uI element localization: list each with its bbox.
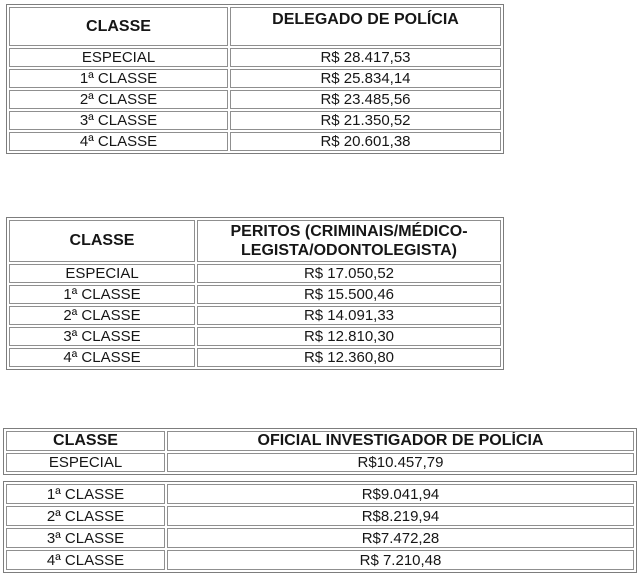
table-row xyxy=(6,484,634,504)
table-row xyxy=(6,528,634,548)
classe-cell: 3ª CLASSE xyxy=(9,111,228,130)
valor-cell: R$ 28.417,53 xyxy=(230,48,501,67)
table-row xyxy=(9,264,501,283)
classe-cell: 1ª CLASSE xyxy=(9,285,195,304)
classe-cell: 3ª CLASSE xyxy=(6,528,165,548)
table-row xyxy=(9,90,501,109)
classe-cell: ESPECIAL xyxy=(6,453,165,472)
table-row xyxy=(9,132,501,151)
valor-cell: R$ 23.485,56 xyxy=(230,90,501,109)
table-row xyxy=(9,48,501,67)
table-row xyxy=(9,327,501,346)
salary-table-oficial-top xyxy=(3,428,637,475)
valor-cell: R$ 7.210,48 xyxy=(167,550,634,570)
header-cargo-peritos xyxy=(197,220,501,262)
classe-cell: 2ª CLASSE xyxy=(9,306,195,325)
valor-cell: R$ 12.810,30 xyxy=(197,327,501,346)
classe-cell: 1ª CLASSE xyxy=(6,484,165,504)
classe-cell: 4ª CLASSE xyxy=(9,348,195,367)
valor-cell: R$7.472,28 xyxy=(167,528,634,548)
header-classe: CLASSE xyxy=(9,7,228,46)
valor-cell: R$ 12.360,80 xyxy=(197,348,501,367)
valor-cell: R$ 14.091,33 xyxy=(197,306,501,325)
table-row xyxy=(6,550,634,570)
classe-cell: 1ª CLASSE xyxy=(9,69,228,88)
salary-table-oficial-bottom xyxy=(3,481,637,573)
valor-cell: R$ 25.834,14 xyxy=(230,69,501,88)
header-classe: CLASSE xyxy=(6,431,165,451)
table-row xyxy=(9,306,501,325)
classe-cell: ESPECIAL xyxy=(9,48,228,67)
valor-cell: R$ 17.050,52 xyxy=(197,264,501,283)
valor-cell: R$ 20.601,38 xyxy=(230,132,501,151)
valor-cell: R$8.219,94 xyxy=(167,506,634,526)
classe-cell: 4ª CLASSE xyxy=(9,132,228,151)
valor-cell: R$10.457,79 xyxy=(167,453,634,472)
table-row xyxy=(9,111,501,130)
salary-table-peritos xyxy=(6,217,504,370)
salary-table-delegado xyxy=(6,4,504,154)
header-cargo-oficial: OFICIAL INVESTIGADOR DE POLÍCIA xyxy=(167,431,634,451)
header-line-2: LEGISTA/ODONTOLEGISTA) xyxy=(241,242,457,259)
header-classe: CLASSE xyxy=(9,220,195,262)
table-header-row xyxy=(9,7,501,46)
header-line-1: PERITOS (CRIMINAIS/MÉDICO- xyxy=(230,223,468,240)
classe-cell: 3ª CLASSE xyxy=(9,327,195,346)
classe-cell: 2ª CLASSE xyxy=(6,506,165,526)
valor-cell: R$9.041,94 xyxy=(167,484,634,504)
table-row xyxy=(6,453,634,472)
table-row xyxy=(9,285,501,304)
table-row xyxy=(9,348,501,367)
table-header-row xyxy=(9,220,501,262)
header-cargo-delegado: DELEGADO DE POLÍCIA xyxy=(230,7,501,46)
table-header-row xyxy=(6,431,634,451)
classe-cell: ESPECIAL xyxy=(9,264,195,283)
table-row xyxy=(9,69,501,88)
classe-cell: 4ª CLASSE xyxy=(6,550,165,570)
valor-cell: R$ 15.500,46 xyxy=(197,285,501,304)
classe-cell: 2ª CLASSE xyxy=(9,90,228,109)
valor-cell: R$ 21.350,52 xyxy=(230,111,501,130)
table-row xyxy=(6,506,634,526)
